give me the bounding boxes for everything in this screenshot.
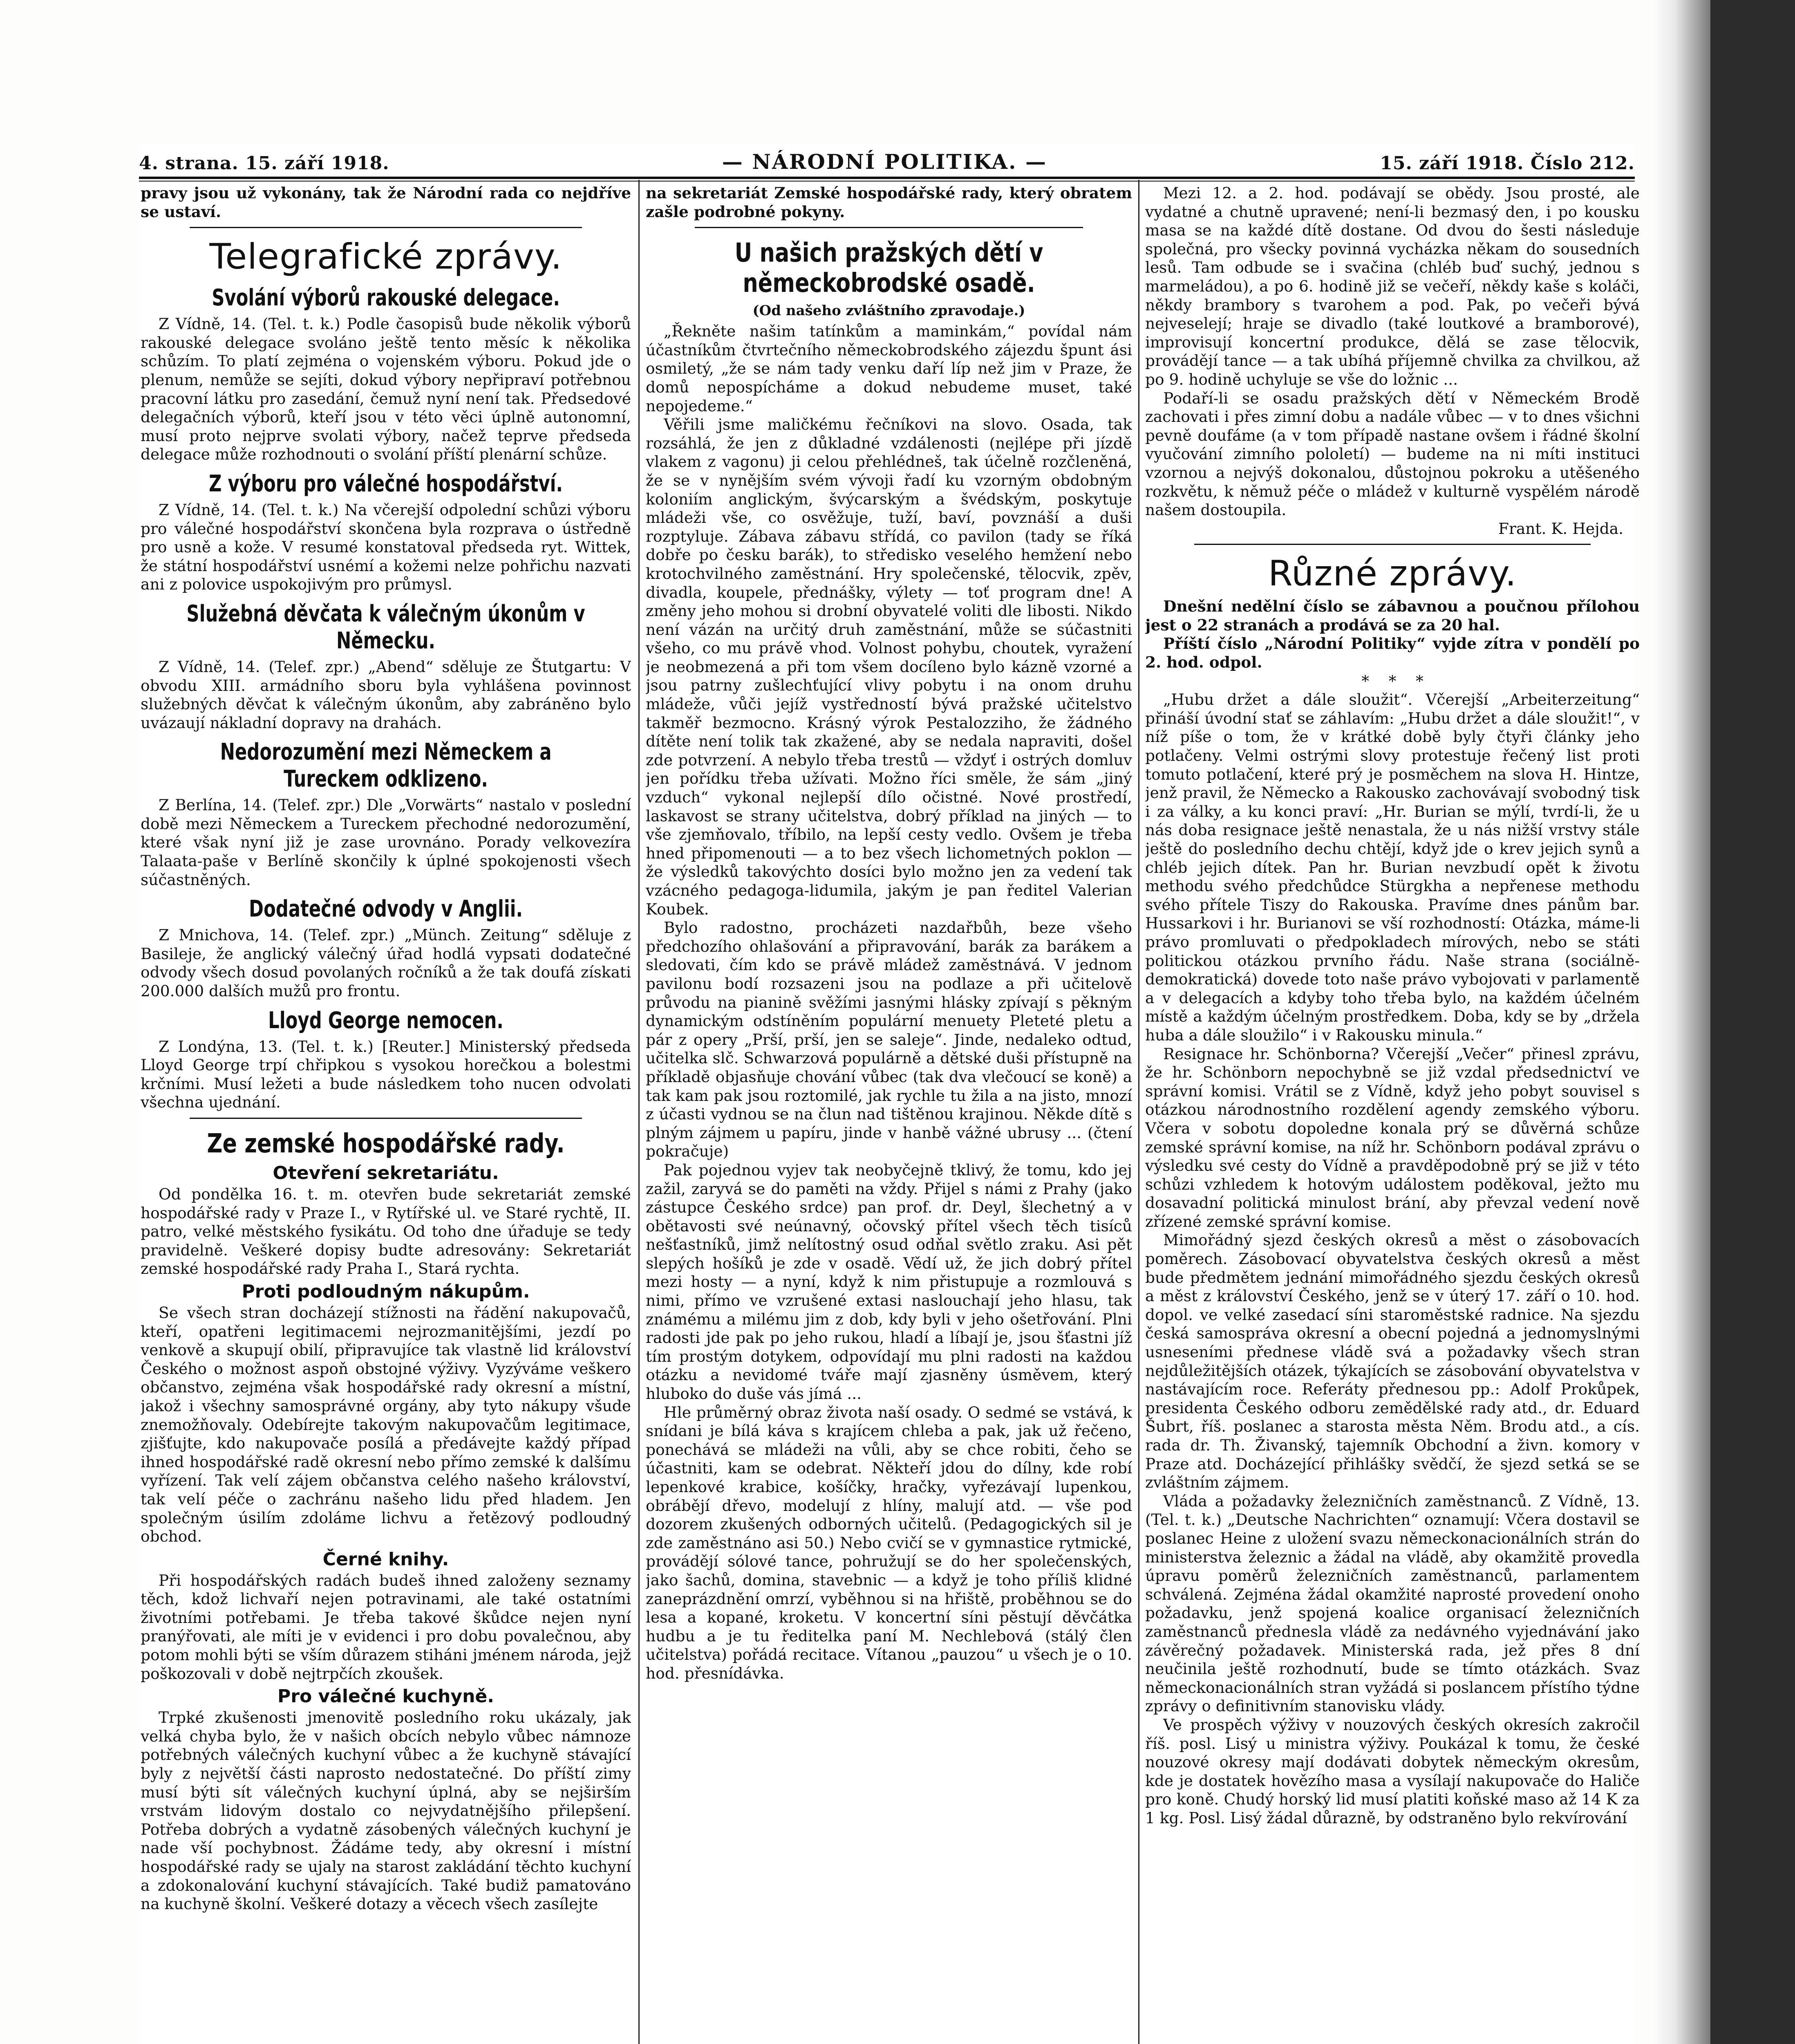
section-title-telegrams: Telegrafické zprávy. bbox=[209, 236, 562, 278]
section-rule bbox=[695, 227, 1083, 228]
feature-paragraph: Bylo radostno, procházeti nazdařbůh, beze všeho předchozího ohlašování a připravování, barák za barákem a sledovati, čím kdo se právě mládež zaměstnává. V jednom pavilonu bodí rozsazeni jsou na podlaze a při učitelově průvodu na pianině svěžími jasnými hlásky zpívají s pěkným dynamickým odstíněním populární menuety Pleteté pletu a pár z opery „Prší, prší, jen se saleje“. Jinde, nedaleko odtud, učitelka slč. Schwarzová populárně a dětské duši přístupně na příkladě objasňuje chování vůbec (tak dva vlečoucí se koně) a tak kam pak jsou roztomilé, jak rychle tu žila a na jisto, mnozí z účasti vydnou se na člun nad tištěnou krajinou. Někde dítě s plným zájmem u papíru, jinde v hanbě vážné ubrusy ... (čtení pokračuje) bbox=[646, 919, 1132, 1161]
notice: Příští číslo „Národní Politiky“ vyjde zítra v pondělí po 2. hod. odpol. bbox=[1145, 634, 1640, 672]
header-left: 4. strana. 15. září 1918. bbox=[139, 153, 389, 174]
feature-paragraph: Věřili jsme maličkému řečníkovi na slovo. Osada, tak rozsáhlá, že jen z důkladné vzdálenosti (nejlépe při jízdě vlakem z vagonu) ji celou přehlédneš, tak účelně rozčleněná, že se v nynějším svém vývoji řadí ku vzorným obdobným koloniím anglickým, švýcarským a švédským, poskytuje mládeži vše, co osvěžuje, tuží, baví, povznáší a duši rozptyluje. Zábava zábavu střídá, co pavilon (tady se říká dobře po česku barák), to středisko veselého hemžení nebo krotochvilného zaměstnání. Hry společenské, tělocvik, zpěv, divadla, koupele, předn​ášky, výlety — toť program dne! A změny jeho mohou si drobní obyvatelé voliti dle libosti. Nikdo není vázán na určitý druh zaměstnání, může se súčastniti všeho, co mu právě vhod. Volnost pohybu, choutek, vyražení je neobmezená a při tom všem docíleno bylo kázně vzorné a jsou patrny zušlechťující vlivy pobytu i na onom druhu mládeže, vůči jejíž vystředností bývá pražské učitelstvo takměř bezmocno. Krásný výrok Pestalozziho, že žádného dítěte není tolik tak zkažené, aby se nedala napraviti, došel zde potvrzení. A nebylo třeba trestů — vždyť i ostrých domluv jen pořídku třeba užívati. Možno říci směle, že sám „jiný vzduch“ vykonal nejlepší dílo očistné. Nové prostředí, laskavost se strany učitelstva, dobrý příklad na jiných — to vše zjemňovalo, tříbilo, na lepší cesty vedlo. Ovšem je třeba hned připomenouti — a to bez všech lichometných poklon — že výsledků takovýchto dosíci bylo možno jen za vedení tak vzácného pedagoga-lidumila, jakým je pan ředitel Valerian Koubek. bbox=[646, 415, 1132, 918]
column-1 bbox=[141, 184, 631, 2044]
news-item: Ve prospěch výživy v nouzových českých okresích zakročil říš. posl. Lisý u ministra výživy. Poukázal k tomu, že české nouzové okresy mají dodávati dobytek německým okresům, kde je dostatek hovězího masa a vysílají nakupovače do Haliče pro koně. Chudý horský lid musí platiti koňské maso až 14 K za 1 kg. Posl. Lisý žádal důrazně, by odstraněno bylo rekvírování bbox=[1145, 1715, 1640, 1827]
section-rule bbox=[1194, 544, 1591, 545]
feature-paragraph: Mezi 12. a 2. hod. podávají se obědy. Jsou prosté, ale vydatné a chutně upravené; není-li bezmasý den, i po kousku masa se na každé dítě dostane. Od dvou do šesti následuje společná, pro všecky povinná vycházka někam do sousedních lesů. Tam odbude se i svačina (chléb buď suchý, jednou s marmeládou), a po 6. hodině již se večeří, někdy kaše s koláči, někdy brambory s tvarohem a pod. Pak, po večeři bývá nejveselejí; hraje se divadlo (také loutkové a bramborové), improvisují koncertní produkce, dělá se zase tělocvik, provádějí tance — a tak ubíhá příjemně chvilka za chvilkou, až po 9. hodině uchyluje se vše do ložnic ... bbox=[1145, 184, 1640, 388]
subhead: Otevření sekretariátu. bbox=[273, 1163, 499, 1183]
article-title: Z výboru pro válečné hospodářství. bbox=[209, 470, 563, 497]
page-header bbox=[139, 145, 1635, 174]
article-title: Lloyd George nemocen. bbox=[268, 1007, 504, 1034]
subhead: Proti podloudným nákupům. bbox=[242, 1281, 530, 1302]
notice: Dnešní nedělní číslo se zábavnou a poučnou přílohou jest o 22 stranách a prodává se za 20 hal. bbox=[1145, 597, 1640, 634]
feature-paragraph: „Řekněte našim tatínkům a maminkám,“ povídal nám účastníkům čtvrtečního německobrodského zájezdu špunt ási osmiletý, „že se nám tady venku daří líp než jim v Praze, že domů nepospícháme a dokud nebudeme muset, také nepojedeme.“ bbox=[646, 322, 1132, 415]
news-item: Resignace hr. Schönborna? Včerejší „Večer“ přinesl zprávu, že hr. Schönborn nepochybně se již vzdal předsednictví ve správní komisi. Vrátil se z Vídně, když jeho pobyt souvisel s otázkou národnostního rozdělení agendy zemského výboru. Včera v sobotu dopoledne konala prý se důvěrná schůze zemské správní komise, na níž hr. Schönborn podával zprávu o výsledku své cesty do Vídně a pravděpodobně prý se již v této schůzi vzhledem k hotovým událostem poděkoval, ježto mu dosavadní politická minulost brání, aby převzal vedení nově zřízené zemské správní komise. bbox=[1145, 1044, 1640, 1230]
article-text: Z Vídně, 14. (Telef. zpr.) „Abend“ sděluje ze Štutgartu: V obvodu XIII. armádního sboru byla vyhlášena povinnost služebných děvčat k válečným úkonům, aby zabráněno bylo uvázaují nákladní dopravy na drahách. bbox=[141, 657, 631, 732]
section-title-council: Ze zemské hospodářské rady. bbox=[207, 1129, 565, 1159]
article-text: Z Berlína, 14. (Telef. zpr.) Dle „Vorwärts“ nastalo v poslední době mezi Německem a Tureckem přechodné nedorozumění, které však nyní již je zase urovnáno. Porady velkovezíra Talaata-paše v Berlíně skončily k úplné spokojenosti všech súčastněných. bbox=[141, 796, 631, 889]
news-item: Vláda a požadavky železničních zaměstnanců. Z Vídně, 13. (Tel. t. k.) „Deutsche Nachrichten“ oznamují: Včera dostavil se poslanec Heine z uložení svazu německonacionálních strán do ministerstva železnic a žádal na vládě, aby okamžitě provedla úpravu poměrů železničních zaměstnanců, parlamentem schválená. Zejména žádal okamžité naprosté provedení onoho požadavku, jenž spojená koalice organisací železničních zaměstnanců přednesla vládě za nedávného vyjednávání jako závěrečný požadavek. Ministerská rada, jež přes 8 dní neučinila ještě rozhodnutí, bude se tímto otázkách. Svaz německonacionálních stran vyžádá si poslancem přístího týdne zprávy o definitivním stanovisku vlády. bbox=[1145, 1492, 1640, 1715]
separator-dots: * * * bbox=[1361, 672, 1423, 690]
byline: (Od našeho zvláštního zpravodaje.) bbox=[752, 303, 1025, 319]
header-rule-thin bbox=[139, 181, 1635, 182]
header-right: 15. září 1918. Číslo 212. bbox=[1380, 153, 1635, 174]
column-rule-1 bbox=[638, 180, 640, 2044]
article-text: Od pondělka 16. t. m. otevřen bude sekretariát zemské hospodářské rady v Praze I., v Rytířské ul. ve Staré rychtě, II. patro, velké městského fysikátu. Od toho dne úřaduje se tedy pravidelně. Veškeré dopisy budte adresovány: Sekretariát zemské hospodářské rady Praha I., Stará rychta. bbox=[141, 1185, 631, 1278]
article-text: Z Mnichova, 14. (Telef. zpr.) „Münch. Zeitung“ sděluje z Basileje, že anglický válečný úřad hodlá vypsati dodatečné odvody všech dosud povolaných ročníků a že tak doufá získati 200.000 dalších mužů pro frontu. bbox=[141, 926, 631, 1000]
section-rule bbox=[190, 227, 582, 228]
feature-paragraph: Podaří-li se osadu pražských dětí v Německém Brodě zachovati i přes zimní dobu a nadále vůbec — v to dnes všichni pevně doufáme (a v tom případě nastane ovšem i řádné školní vyučování zimního pololetí) — budeme na ni míti instituci vzornou a nejvýš dokonalou, důstojnou pokroku a utěšeného rozkvětu, k němuž péče o mládež v kulturně vyspělém národě našem dostoupila. bbox=[1145, 389, 1640, 519]
feature-paragraph: Pak pojednou vyjev tak neobyčejně tklivý, že tomu, kdo jej zažil, zaryvá se do paměti na vždy. Přijel s námi z Prahy (jako zástupce Českého srdce) pan prof. dr. Deyl, šlechetný a v obětavosti své neúnavný, očovský přítel všech těch tisíců nešťastníků, jimž nelítostný osud odňal světlo zraku. Asi pět slepých hošíků je zde v osadě. Vědí už, že jich dobrý přítel mezi hosty — a nyní, když k nim přistupuje a rozmlouvá s nimi, přímo ve vzrušené extasi naslouchají jeho hlasu, tak známému a milému jim z dob, kdy byli v jeho ošetřování. Plni radosti jde pak po jeho rukou, hladí a líbají je, jsou šťastni jíž tím prostým dotykem, odpovídají mu plni radosti na každou otázku a nevidomé tváře mají zjasněny úsměvem, který hluboko do duše vás jímá ... bbox=[646, 1161, 1132, 1403]
article-text: Z Vídně, 14. (Tel. t. k.) Podle časopisů bude několik výborů rakouské delegace svoláno ještě tento měsíc k několika schůzím. To platí zejména o vojenském výboru. Pokud jde o plenum, nemůže se sejíti, dokud výbory nepřipraví potřebnou pracovní látku pro zasedání, čemuž nyní není tak. Předsedové delegačních výborů, kteří jsou v této věci úplně autonomní, musí proto nejprve svolati výbory, načež teprve předseda delegace může rozhodnouti o svolání příští plenární schůze. bbox=[141, 315, 631, 464]
column-3 bbox=[1145, 184, 1640, 2044]
article-text: Se všech stran docházejí stížnosti na řádění nakupovačů, kteří, opatřeni legitimacemi nejrozmanitějšími, jezdí po venkově a skupují obilí, připravujíce tak vlastně lid království Českého o možnost aspoň obstojné výživy. Vyzýváme veškero občanstvo, zejména však hospodářské rady okresní a místní, jakož i všechny samosprávné orgány, aby tyto nákupy všude znemožňovaly. Odebírejte takovým nakupovačům legitimace, zjišťujte, kdo nakupovače posílá a předávejte každý případ ihned hospodářské radě okresní nebo přímo zemské k dalšímu vyřízení. Tak velí zájem občanstva celého našeho království, tak velí péče o zachránu našeho lidu před hladem. Jen společným úsilím zdoláme lichvu a řetězový podloudný obchod. bbox=[141, 1303, 631, 1546]
masthead: — NÁRODNÍ POLITIKA. — bbox=[722, 150, 1047, 174]
feature-title: U našich pražských dětí v německobrodské osadě. bbox=[734, 238, 1043, 299]
signature: Frant. K. Hejda. bbox=[1498, 519, 1623, 538]
article-title: Služebná děvčata k válečným úkonům v Německu. bbox=[186, 600, 585, 654]
column-2 bbox=[646, 184, 1132, 2044]
column-rule-2 bbox=[1138, 180, 1139, 2044]
scan-edge-shadow bbox=[1651, 0, 1710, 2044]
feature-paragraph: Hle průměrný obraz života naší osady. O sedmé se vstává, k snídani je bílá káva s krajícem chleba a pak, jak už řečeno, ponechává se mládeži na vůli, aby se chce robiti, čeho se účastniti, kam se odebrat. Někteří jdou do dílny, kde robí lepenkové krabice, košíčky, hračky, vyřezávají lupenkou, obrábějí dřevo, modelují z hlíny, malují atd. — vše pod dozorem zkušených odborných učitelů. (Pedagogických sil je zde zaměstnáno asi 50.) Nebo cvičí se v gymnastice rytmické, provádějí sólové tance, pohružují se do her společenských, jako šachů, domina, stavebnic — a když je toho příliš klidné zaneprázdnění omrzí, vyběhnou si na hřiště, proběhnou se do lesa a kopané, kroketu. V koncertní síni pěstují děvčátka hudbu a je tu ředitelka paní M. Nechlebová (stálý člen učitelstva) pořádá recitace. Vítanou „pauzou“ u všech je o 10. hod. přesnídávka. bbox=[646, 1403, 1132, 1682]
news-item: „Hubu držet a dále sloužit“. Včerejší „Arbeiterzeitung“ přináší úvodní stať se záhlavím: „Hubu držet a dále sloužit!“, v níž píše o tom, že v krátké době byly čtyři články jeho potlačeny. Velmi ostrými slovy protestuje řečený list proti tomuto potlačení, které prý je posměchem na slova H. Hintze, jenž pravil, že Německo a Rakousko zachovávají svobodný tisk i za války, a ku konci praví: „Hr. Burian se mýlí, tvrdí-li, že u nás doba resignace ještě nenastala, že u nás nižší vrstvy stále ještě do posledního dechu chtějí, když jde o krev jejich synů a chléb jejich dítek. Pan hr. Burian nevzbudí opět k životu methodu svého předchůdce Stürgkha a nepřenese methodu svého přítele Tiszy do Rakouska. Pravíme dnes pánům bar. Hussarkovi i hr. Burianovi se vší rozhodností: Otázka, máme-li právo promluvati o předpokladech mírových, nebo se státi politickou otázkou prvního řádu. Naše strana (sociálně-demokratická) dovede toto naše právo vybojovati v parlamentě a v delegacích a kdyby toho třeba bylo, na každém účelném místě a každým účelným prostředkem. Doba, kdy se by „držela huba a dále sloužilo“ i v Rakousku minula.“ bbox=[1145, 690, 1640, 1044]
lead-text: na sekretariát Zemské hospodářské rady, který obratem zašle podrobné pokyny. bbox=[646, 184, 1132, 221]
article-title: Svolání výborů rakouské delegace. bbox=[212, 285, 560, 312]
article-title: Nedorozumění mezi Německem a Tureckem odklizeno. bbox=[220, 739, 552, 793]
article-text: Z Vídně, 14. (Tel. t. k.) Na včerejší odpolední schůzi výboru pro válečné hospodářství skončena byla rozprava o ústředně pro usně a kože. V resumé konstatoval předseda ryt. Wittek, že státní hospodářství usnémí a kožemi nelze pohřichu nazvati ani z polovice uspokojivým pro průmysl. bbox=[141, 500, 631, 594]
section-rule bbox=[190, 1118, 582, 1119]
article-text: Při hospodářských radách budeš ihned založeny seznamy těch, kdož lichvaří nejen potravinami, ale také ostatními životními potřebami. Je třeba takové škůdce nejen nyní pranýřovati, ale míti je v evidenci i pro dobu povalečnou, aby potom mohli býti se vším důrazem stiháni jménem národa, jejž poškozovali v době nejtrpčích zkoušek. bbox=[141, 1571, 631, 1683]
subhead: Pro válečné kuchyně. bbox=[278, 1686, 494, 1707]
article-text: Trpké zkušenosti jmenovitě posledního roku ukázaly, jak velká chyba bylo, že v našich obcích nebylo vůbec námnoze potřebných válečných kuchyní vůbec a že kuchyně stávající byly z největší části naprosto nedostatečné. Do příští zimy musí býti sít válečných kuchyní úplná, aby se nejširším vrstvám lidovým dostalo co nejvydatnějšího přilepšení. Potřeba dobrých a vydatně zásobených válečných kuchyní je nade vší pochybnost. Žádáme tedy, aby okresní i místní hospodářské rady se ujaly na starost zakládání těchto kuchyní a zdokonalování kuchyní stávajících. Také budiž pamatováno na kuchyně školní. Veškeré dotazy a věcech všech zasílejte bbox=[141, 1708, 631, 1913]
news-item: Mimořádný sjezd českých okresů a měst o zásobovacích poměrech. Zásobovací obyvatelstva českých okresů a měst bude předmětem jednání mimořádného sjezdu českých okresů a měst z království Českého, jenž se v úterý 17. září o 10. hod. dopol. ve velké zasedací síni staroměstské radnice. Na sjezdu česká samospráva okresní a obecní pojedná a jednomyslnými usneseními přednese vládě svá a požadavky všech stran nejdůležitějších otázek, týkajících se zásobování obyvatelstva v nastávajícím roce. Referáty přednesou pp.: Adolf Prokůpek, presidenta Českého odboru zemědělské rady atd., dr. Eduard Šubrt, říš. poslanec a starosta města Něm. Brodu atd., a cís. rada dr. Th. Živanský, tajemník Obchodní a živn. komory v Praze atd. Docházející přihlášky svědčí, že sjezd setká se se zvláštním zájmem. bbox=[1145, 1231, 1640, 1492]
lead-text: pravy jsou už vykonány, tak že Národní rada co nejdříve se ustaví. bbox=[141, 184, 631, 221]
subhead: Černé knihy. bbox=[322, 1549, 449, 1570]
scan-dark-edge bbox=[1710, 0, 1795, 2044]
section-title-misc: Různé zprávy. bbox=[1268, 553, 1517, 594]
article-text: Z Londýna, 13. (Tel. t. k.) [Reuter.] Ministerský předseda Lloyd George trpí chřipkou s vysokou horečkou a bolestmi krčními. Musí ležeti a bude následkem toho nucen odvolati všechna ujednání. bbox=[141, 1037, 631, 1112]
header-rule bbox=[139, 177, 1635, 179]
article-title: Dodatečné odvody v Anglii. bbox=[249, 896, 523, 923]
